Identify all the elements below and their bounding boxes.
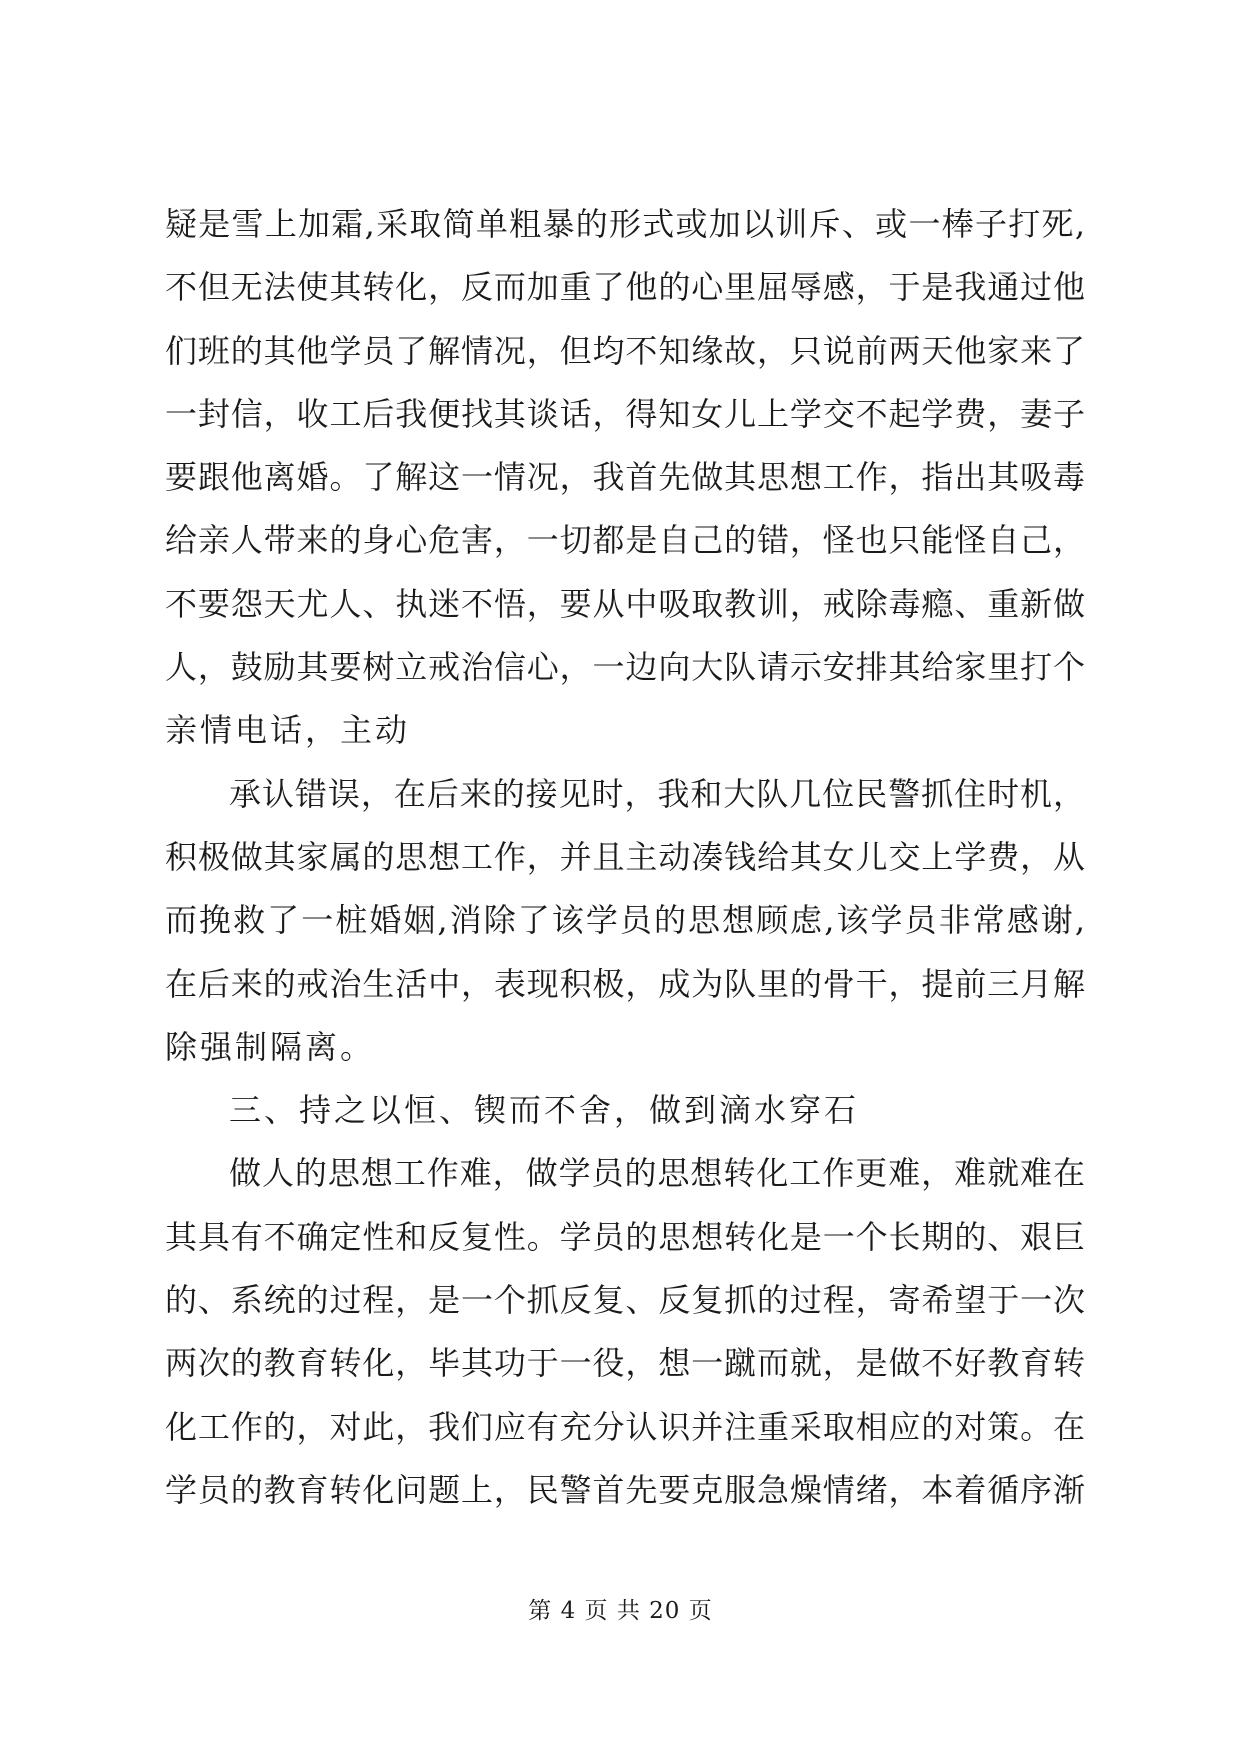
text-line: 疑是雪上加霜,采取简单粗暴的形式或加以训斥、或一棒子打死, bbox=[165, 205, 1085, 243]
text-line: 亲情电话，主动 bbox=[165, 711, 411, 750]
text-line: 学员的教育转化问题上，民警首先要克服急燥情绪，本着循序渐 bbox=[165, 1470, 1085, 1509]
text-line: 积极做其家属的思想工作，并且主动凑钱给其女儿交上学费，从 bbox=[165, 837, 1085, 876]
text-line: 人，鼓励其要树立戒治信心，一边向大队请示安排其给家里打个 bbox=[165, 648, 1085, 687]
section-heading: 三、持之以恒、锲而不舍，做到滴水穿石 bbox=[229, 1091, 860, 1130]
text-line: 化工作的，对此，我们应有充分认识并注重采取相应的对策。在 bbox=[165, 1407, 1085, 1446]
text-line: 除强制隔离。 bbox=[165, 1027, 376, 1066]
text-line: 而挽救了一桩婚姻,消除了该学员的思想顾虑,该学员非常感谢, bbox=[165, 901, 1085, 940]
text-line: 一封信，收工后我便找其谈话，得知女儿上学交不起学费，妻子 bbox=[165, 394, 1085, 433]
paragraph-start-line: 做人的思想工作难，做学员的思想转化工作更难，难就难在 bbox=[229, 1154, 1085, 1193]
text-line: 给亲人带来的身心危害，一切都是自己的错，怪也只能怪自己， bbox=[165, 521, 1085, 560]
text-line: 两次的教育转化，毕其功于一役，想一蹴而就，是做不好教育转 bbox=[165, 1344, 1085, 1383]
text-line: 不但无法使其转化，反而加重了他的心里屈辱感，于是我通过他 bbox=[165, 268, 1085, 307]
body-text bbox=[165, 193, 1085, 1522]
text-line: 们班的其他学员了解情况，但均不知缘故，只说前两天他家来了 bbox=[165, 331, 1085, 370]
text-line: 要跟他离婚。了解这一情况，我首先做其思想工作，指出其吸毒 bbox=[165, 458, 1085, 497]
text-line: 其具有不确定性和反复性。学员的思想转化是一个长期的、艰巨 bbox=[165, 1217, 1085, 1256]
text-line: 不要怨天尤人、执迷不悟，要从中吸取教训，戒除毒瘾、重新做 bbox=[165, 584, 1085, 623]
page-number-footer: 第 4 页 共 20 页 bbox=[528, 1598, 713, 1624]
paragraph-start-line: 承认错误，在后来的接见时，我和大队几位民警抓住时机， bbox=[229, 774, 1085, 813]
text-line: 的、系统的过程，是一个抓反复、反复抓的过程，寄希望于一次 bbox=[165, 1281, 1085, 1320]
text-line: 在后来的戒治生活中，表现积极，成为队里的骨干，提前三月解 bbox=[165, 964, 1085, 1003]
